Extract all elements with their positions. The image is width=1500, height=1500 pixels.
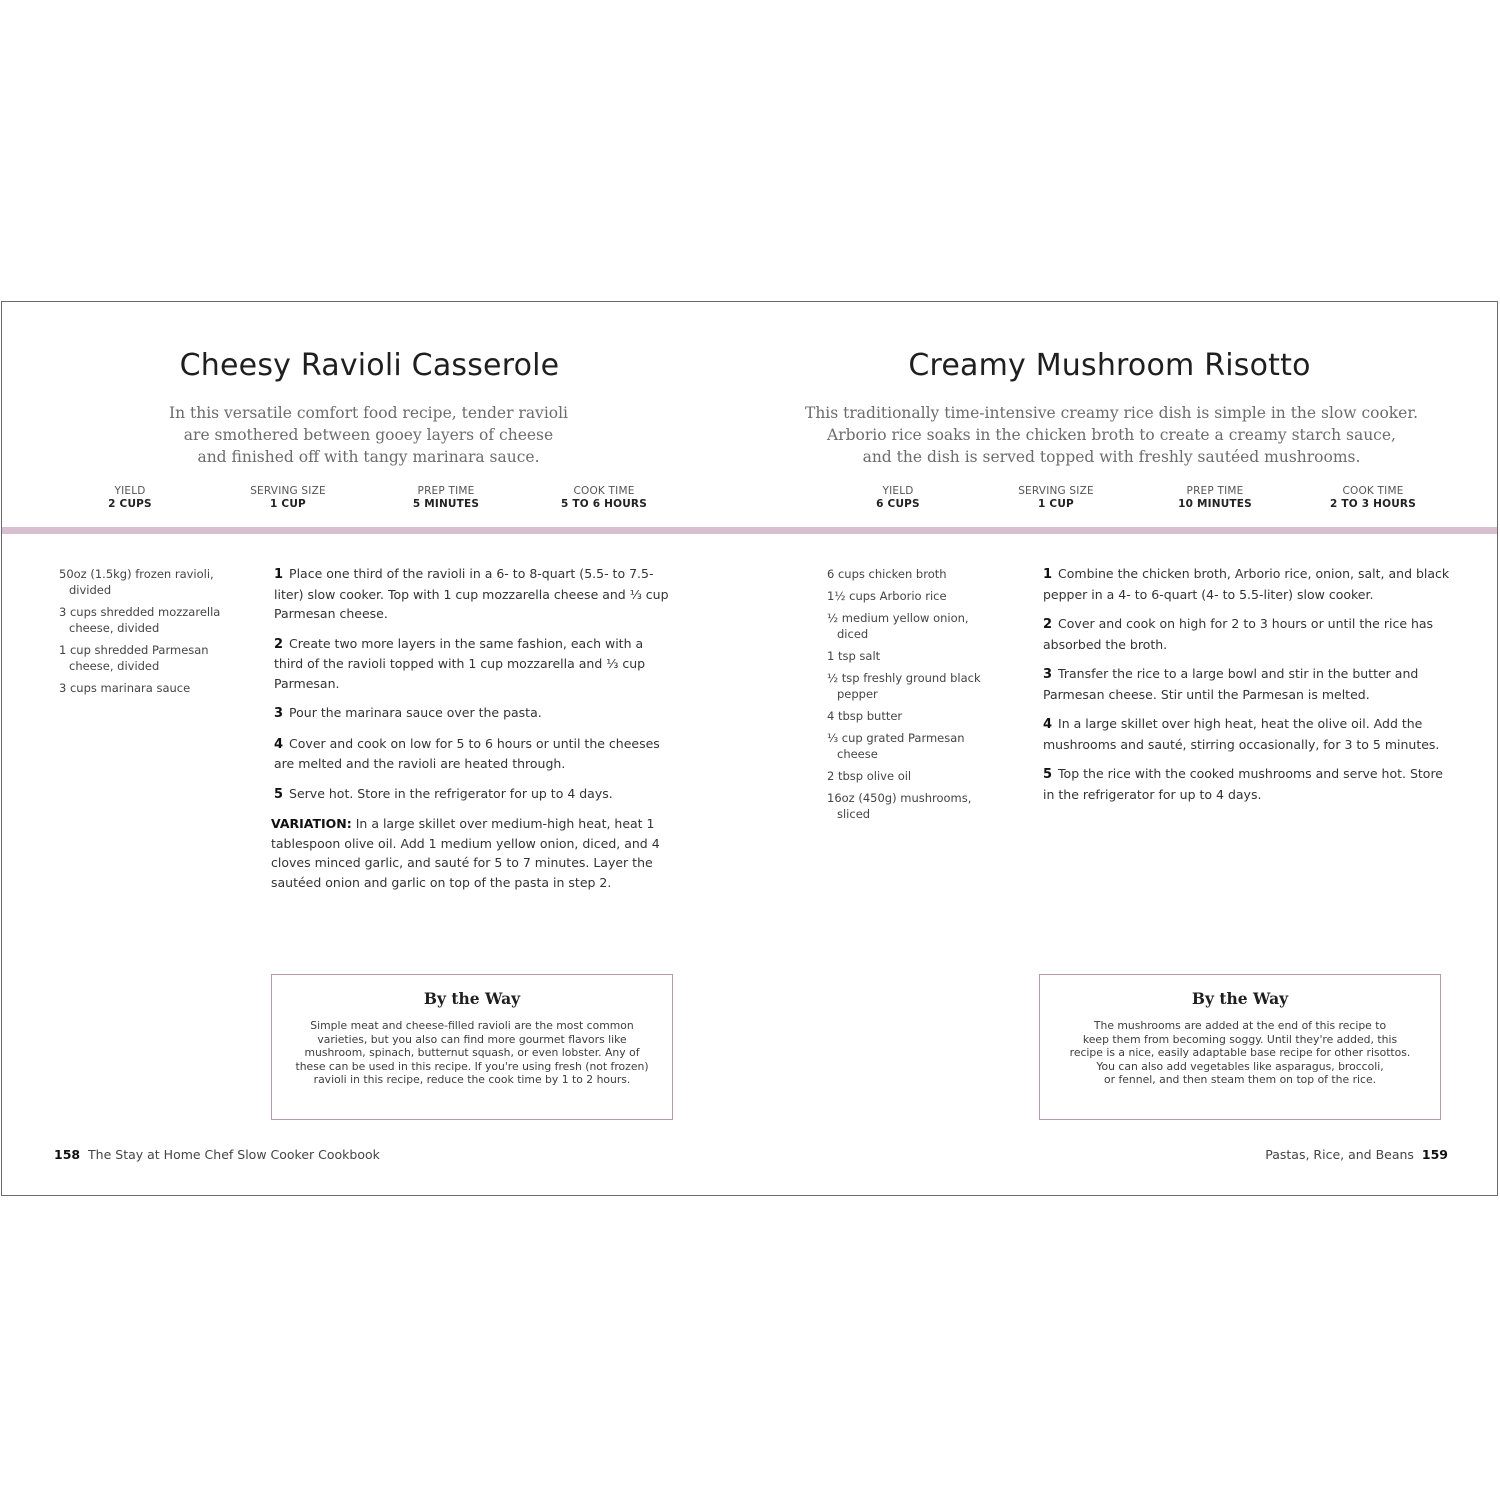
- step-text: Top the rice with the cooked mushrooms and serve hot. Store in the refrigerator for up to 4 days.: [1043, 766, 1443, 802]
- right-page: [751, 302, 1498, 1195]
- btw-line: recipe is a nice, easily adaptable base recipe for other risottos.: [1069, 1046, 1411, 1059]
- step: [274, 634, 674, 694]
- meta-value: 1 CUP: [270, 498, 306, 510]
- page-footer: [54, 1147, 380, 1162]
- meta-label: PREP TIME: [417, 485, 475, 497]
- meta-value: 5 TO 6 HOURS: [561, 498, 647, 510]
- step-text: Cover and cook on high for 2 to 3 hours or until the rice has absorbed the broth.: [1043, 616, 1434, 652]
- step-number: 3: [274, 706, 284, 721]
- book-spread: [1, 301, 1498, 1196]
- meta-prep-time: [1145, 485, 1285, 510]
- meta-label: COOK TIME: [1342, 485, 1404, 497]
- meta-yield: [828, 485, 968, 510]
- instruction-steps: [271, 564, 674, 892]
- intro-line: are smothered between gooey layers of cheese: [183, 426, 554, 444]
- step: [1043, 764, 1451, 804]
- running-title: The Stay at Home Chef Slow Cooker Cookbook: [88, 1147, 380, 1162]
- step: [1043, 614, 1451, 654]
- step-number: 5: [1043, 767, 1053, 782]
- variation-note: [271, 814, 674, 892]
- page-footer: [1265, 1147, 1448, 1162]
- btw-line: Simple meat and cheese-filled ravioli are the most common: [310, 1019, 634, 1032]
- step-text: Transfer the rice to a large bowl and stir in the butter and Parmesan cheese. Stir until the Parmesan is melted.: [1043, 666, 1419, 702]
- step-text: Pour the marinara sauce over the pasta.: [289, 705, 542, 720]
- step-number: 2: [274, 636, 284, 652]
- step-number: 4: [274, 736, 284, 752]
- step-number: 5: [274, 786, 284, 802]
- btw-line: mushroom, spinach, butternut squash, or even lobster. Any of: [304, 1046, 640, 1059]
- recipe-title: Cheesy Ravioli Casserole: [179, 348, 560, 383]
- ingredient-item: ½ tsp freshly ground black pepper: [827, 671, 981, 701]
- meta-cook-time: [534, 485, 674, 510]
- step: [1043, 564, 1451, 604]
- meta-label: SERVING SIZE: [1018, 485, 1094, 497]
- intro-line: In this versatile comfort food recipe, tender ravioli: [168, 404, 569, 422]
- ingredient-list: [827, 566, 1002, 828]
- ingredient-item: 16oz (450g) mushrooms, sliced: [827, 791, 972, 821]
- ingredient-list: [59, 566, 234, 702]
- ingredient-item: 2 tbsp olive oil: [827, 769, 912, 783]
- ingredient-item: 1 tsp salt: [827, 649, 881, 663]
- btw-line: or fennel, and then steam them on top of the rice.: [1103, 1073, 1377, 1086]
- btw-line: ravioli in this recipe, reduce the cook time by 1 to 2 hours.: [313, 1073, 631, 1086]
- meta-value: 5 MINUTES: [412, 498, 480, 510]
- meta-yield: [60, 485, 200, 510]
- intro-line: and finished off with tangy marinara sauce.: [197, 448, 540, 466]
- step-number: 2: [1043, 617, 1053, 632]
- by-the-way-text: [272, 1019, 672, 1087]
- intro-line: This traditionally time-intensive creamy rice dish is simple in the slow cooker.: [804, 404, 1418, 422]
- page-number: 158: [54, 1147, 81, 1162]
- step-number: 3: [1043, 667, 1053, 682]
- ingredient-item: 1 cup shredded Parmesan cheese, divided: [59, 643, 209, 673]
- ingredient-item: 1½ cups Arborio rice: [827, 589, 947, 603]
- meta-value: 2 TO 3 HOURS: [1330, 498, 1416, 510]
- by-the-way-title: By the Way: [1191, 989, 1289, 1008]
- left-page: [2, 302, 751, 1195]
- step-number: 1: [274, 567, 284, 582]
- meta-label: COOK TIME: [573, 485, 635, 497]
- page-number: 159: [1421, 1147, 1448, 1162]
- intro-line: and the dish is served topped with freshly sautéed mushrooms.: [862, 448, 1361, 466]
- recipe-title: Creamy Mushroom Risotto: [908, 348, 1311, 383]
- btw-line: The mushrooms are added at the end of this recipe to: [1093, 1019, 1387, 1032]
- btw-line: these can be used in this recipe. If you're using fresh (not frozen): [295, 1059, 649, 1073]
- meta-label: PREP TIME: [1186, 485, 1244, 497]
- by-the-way-box: [1039, 974, 1441, 1120]
- step: [1043, 714, 1451, 754]
- btw-line: You can also add vegetables like asparagus, broccoli,: [1096, 1059, 1384, 1073]
- meta-serving-size: [218, 485, 358, 510]
- by-the-way-box: [271, 974, 673, 1120]
- meta-value: 6 CUPS: [876, 498, 920, 510]
- ingredient-item: 6 cups chicken broth: [827, 567, 947, 581]
- ingredient-item: 3 cups shredded mozzarella cheese, divided: [59, 605, 221, 635]
- meta-serving-size: [986, 485, 1126, 510]
- meta-value: 2 CUPS: [108, 498, 152, 510]
- recipe-intro: [0, 402, 743, 468]
- meta-cook-time: [1303, 485, 1443, 510]
- variation-label: VARIATION:: [271, 816, 352, 831]
- ingredient-item: ½ medium yellow onion, diced: [827, 611, 969, 641]
- instruction-steps: [1043, 564, 1451, 814]
- variation-text: In a large skillet over medium-high heat, heat 1 tablespoon olive oil. Add 1 medium yellow onion, diced, and 4 cloves minced garlic, and sauté for 5 to 7 minutes. Layer the sautéed onion and garlic on top of the pasta in step 2.: [271, 816, 660, 890]
- meta-prep-time: [376, 485, 516, 510]
- step-number: 1: [1043, 567, 1053, 582]
- meta-value: 1 CUP: [1038, 498, 1074, 510]
- step-text: Combine the chicken broth, Arborio rice, onion, salt, and black pepper in a 4- to 6-quart (4- to 5.5-liter) slow cooker.: [1043, 566, 1450, 602]
- btw-line: varieties, but you also can find more gourmet flavors like: [317, 1032, 627, 1046]
- running-title: Pastas, Rice, and Beans: [1265, 1147, 1414, 1162]
- step-text: Create two more layers in the same fashion, each with a third of the ravioli topped with 1 cup mozzarella and ⅓ cup Parmesan.: [274, 635, 646, 691]
- meta-label: SERVING SIZE: [250, 485, 326, 497]
- by-the-way-title: By the Way: [423, 989, 521, 1008]
- step-text: In a large skillet over high heat, heat the olive oil. Add the mushrooms and sauté, stirring occasionally, for 3 to 5 minutes.: [1043, 716, 1440, 752]
- step-text: Cover and cook on low for 5 to 6 hours or until the cheeses are melted and the ravioli are heated through.: [274, 735, 660, 771]
- intro-line: Arborio rice soaks in the chicken broth to create a creamy starch sauce,: [827, 426, 1396, 444]
- meta-value: 10 MINUTES: [1178, 498, 1252, 510]
- meta-label: YIELD: [114, 485, 146, 497]
- ingredient-item: ⅓ cup grated Parmesan cheese: [827, 731, 965, 761]
- step: [274, 703, 674, 724]
- step: [274, 734, 674, 774]
- step-number: 4: [1043, 717, 1053, 732]
- step-text: Place one third of the ravioli in a 6- to 8-quart (5.5- to 7.5-liter) slow cooker. Top with 1 cup mozzarella cheese and ⅓ cup Parmesan cheese.: [274, 566, 669, 621]
- ingredient-item: 50oz (1.5kg) frozen ravioli, divided: [59, 567, 214, 597]
- step: [1043, 664, 1451, 704]
- ingredient-item: 3 cups marinara sauce: [59, 681, 191, 695]
- by-the-way-text: [1040, 1019, 1440, 1087]
- step: [274, 784, 674, 805]
- btw-line: keep them from becoming soggy. Until they're added, this: [1082, 1032, 1398, 1046]
- ingredient-item: 4 tbsp butter: [827, 709, 903, 723]
- step: [274, 564, 674, 624]
- recipe-intro: [738, 402, 1485, 468]
- step-text: Serve hot. Store in the refrigerator for up to 4 days.: [289, 785, 613, 801]
- meta-label: YIELD: [882, 485, 914, 497]
